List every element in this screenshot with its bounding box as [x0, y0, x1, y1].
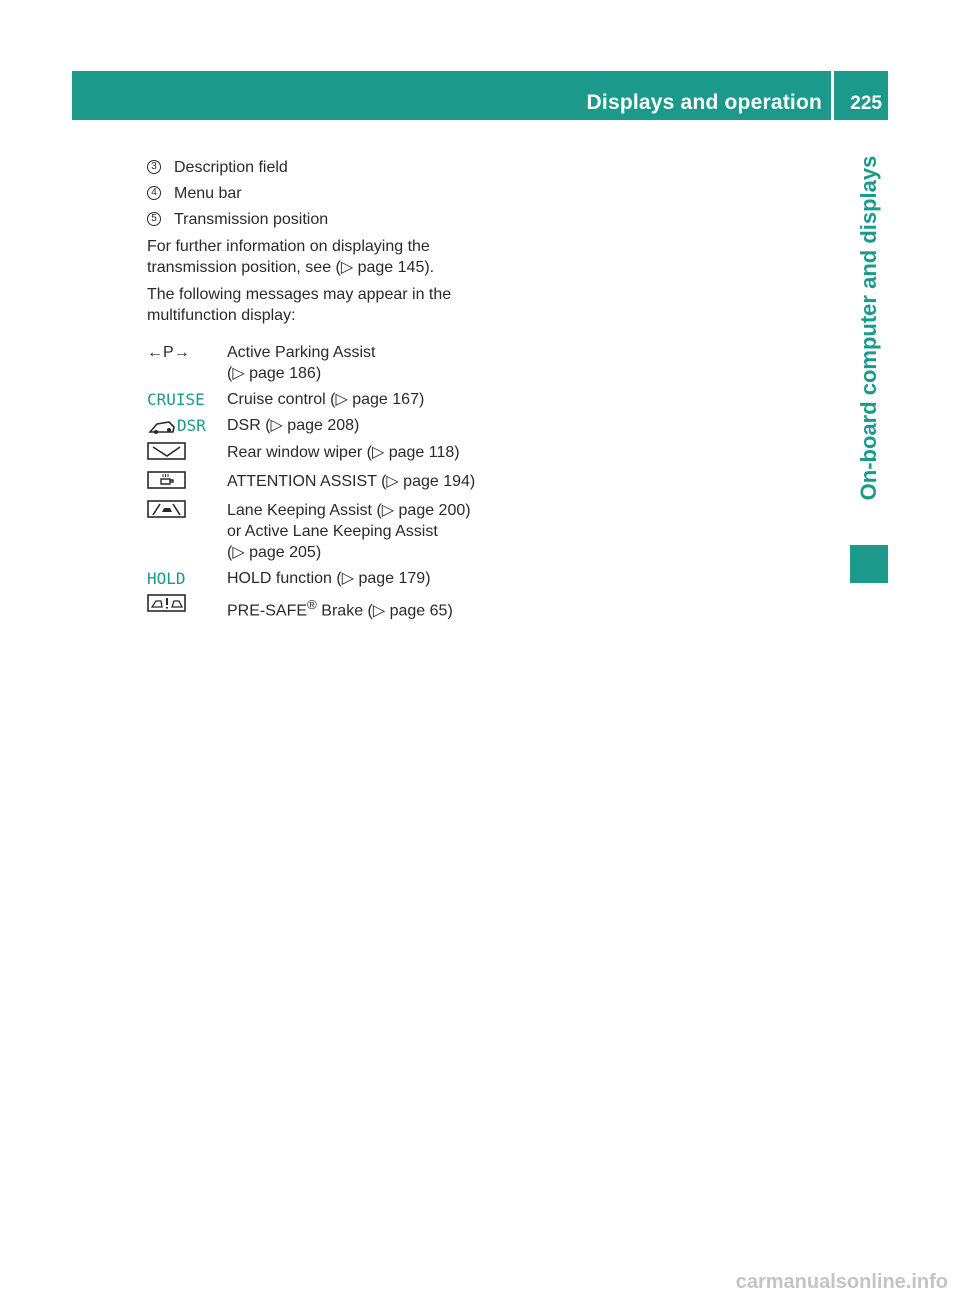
message-row	[147, 594, 497, 621]
message-row	[147, 389, 497, 410]
message-row	[147, 415, 497, 437]
pre-safe-brake-icon	[147, 594, 187, 612]
legend-label: Description field	[174, 159, 288, 176]
parking-assist-icon	[147, 342, 227, 363]
message-row	[147, 471, 497, 495]
registered-mark: ®	[307, 597, 317, 612]
chapter-marker	[850, 545, 888, 583]
message-row	[147, 568, 497, 589]
rear-wiper-icon	[147, 442, 227, 466]
message-text: HOLD function (▷ page 179)	[227, 570, 431, 587]
message-text: DSR (▷ page 208)	[227, 417, 360, 434]
legend-label: Transmission position	[174, 211, 329, 228]
circled-number: 3	[147, 160, 161, 174]
legend-label: Menu bar	[174, 185, 242, 202]
dsr-icon	[147, 415, 227, 437]
message-text: Active Parking Assist	[227, 344, 376, 361]
cruise-symbol: CRUISE	[147, 390, 205, 409]
message-text: Rear window wiper (▷ page 118)	[227, 444, 460, 461]
rear-wiper-icon	[147, 442, 187, 460]
coffee-cup-icon	[147, 471, 187, 489]
dsr-symbol: DSR	[177, 416, 206, 435]
lane-keeping-icon	[147, 500, 227, 524]
dsr-car-icon	[147, 418, 177, 436]
message-text	[227, 594, 497, 621]
message-text: Lane Keeping Assist (▷ page 200)	[227, 502, 471, 519]
attention-assist-icon	[147, 471, 227, 495]
hold-symbol: HOLD	[147, 569, 186, 588]
legend-item	[147, 209, 497, 230]
legend-item	[147, 157, 497, 178]
message-text-part: Brake (▷ page 65)	[316, 602, 453, 620]
chapter-side-tab	[850, 128, 888, 528]
message-row	[147, 500, 497, 563]
message-text-part: PRE-SAFE	[227, 602, 308, 620]
pre-safe-brake-icon	[147, 594, 227, 618]
chapter-label: On-board computer and displays	[856, 155, 881, 501]
circled-number: 4	[147, 186, 161, 200]
message-text: Cruise control (▷ page 167)	[227, 391, 425, 408]
circled-number: 5	[147, 212, 161, 226]
legend-item	[147, 183, 497, 204]
parking-assist-symbol: ←P→	[147, 344, 190, 361]
message-text: (▷ page 205)	[227, 544, 322, 561]
section-title: Displays and operation	[586, 91, 822, 114]
message-row	[147, 342, 497, 384]
message-text: ATTENTION ASSIST (▷ page 194)	[227, 473, 476, 490]
message-row	[147, 442, 497, 466]
message-list	[147, 342, 497, 621]
page-content	[147, 157, 497, 626]
paragraph: For further information on displaying the transmission position, see (▷ page 145).	[147, 238, 435, 276]
header-bar	[72, 71, 888, 120]
message-text: or Active Lane Keeping Assist	[227, 523, 438, 540]
watermark: carmanualsonline.info	[735, 1271, 948, 1293]
lane-keeping-icon	[147, 500, 187, 518]
page-number: 225	[850, 93, 882, 114]
header-divider	[831, 71, 834, 120]
message-text: (▷ page 186)	[227, 365, 322, 382]
paragraph: The following messages may appear in the multifunction display:	[147, 286, 452, 324]
